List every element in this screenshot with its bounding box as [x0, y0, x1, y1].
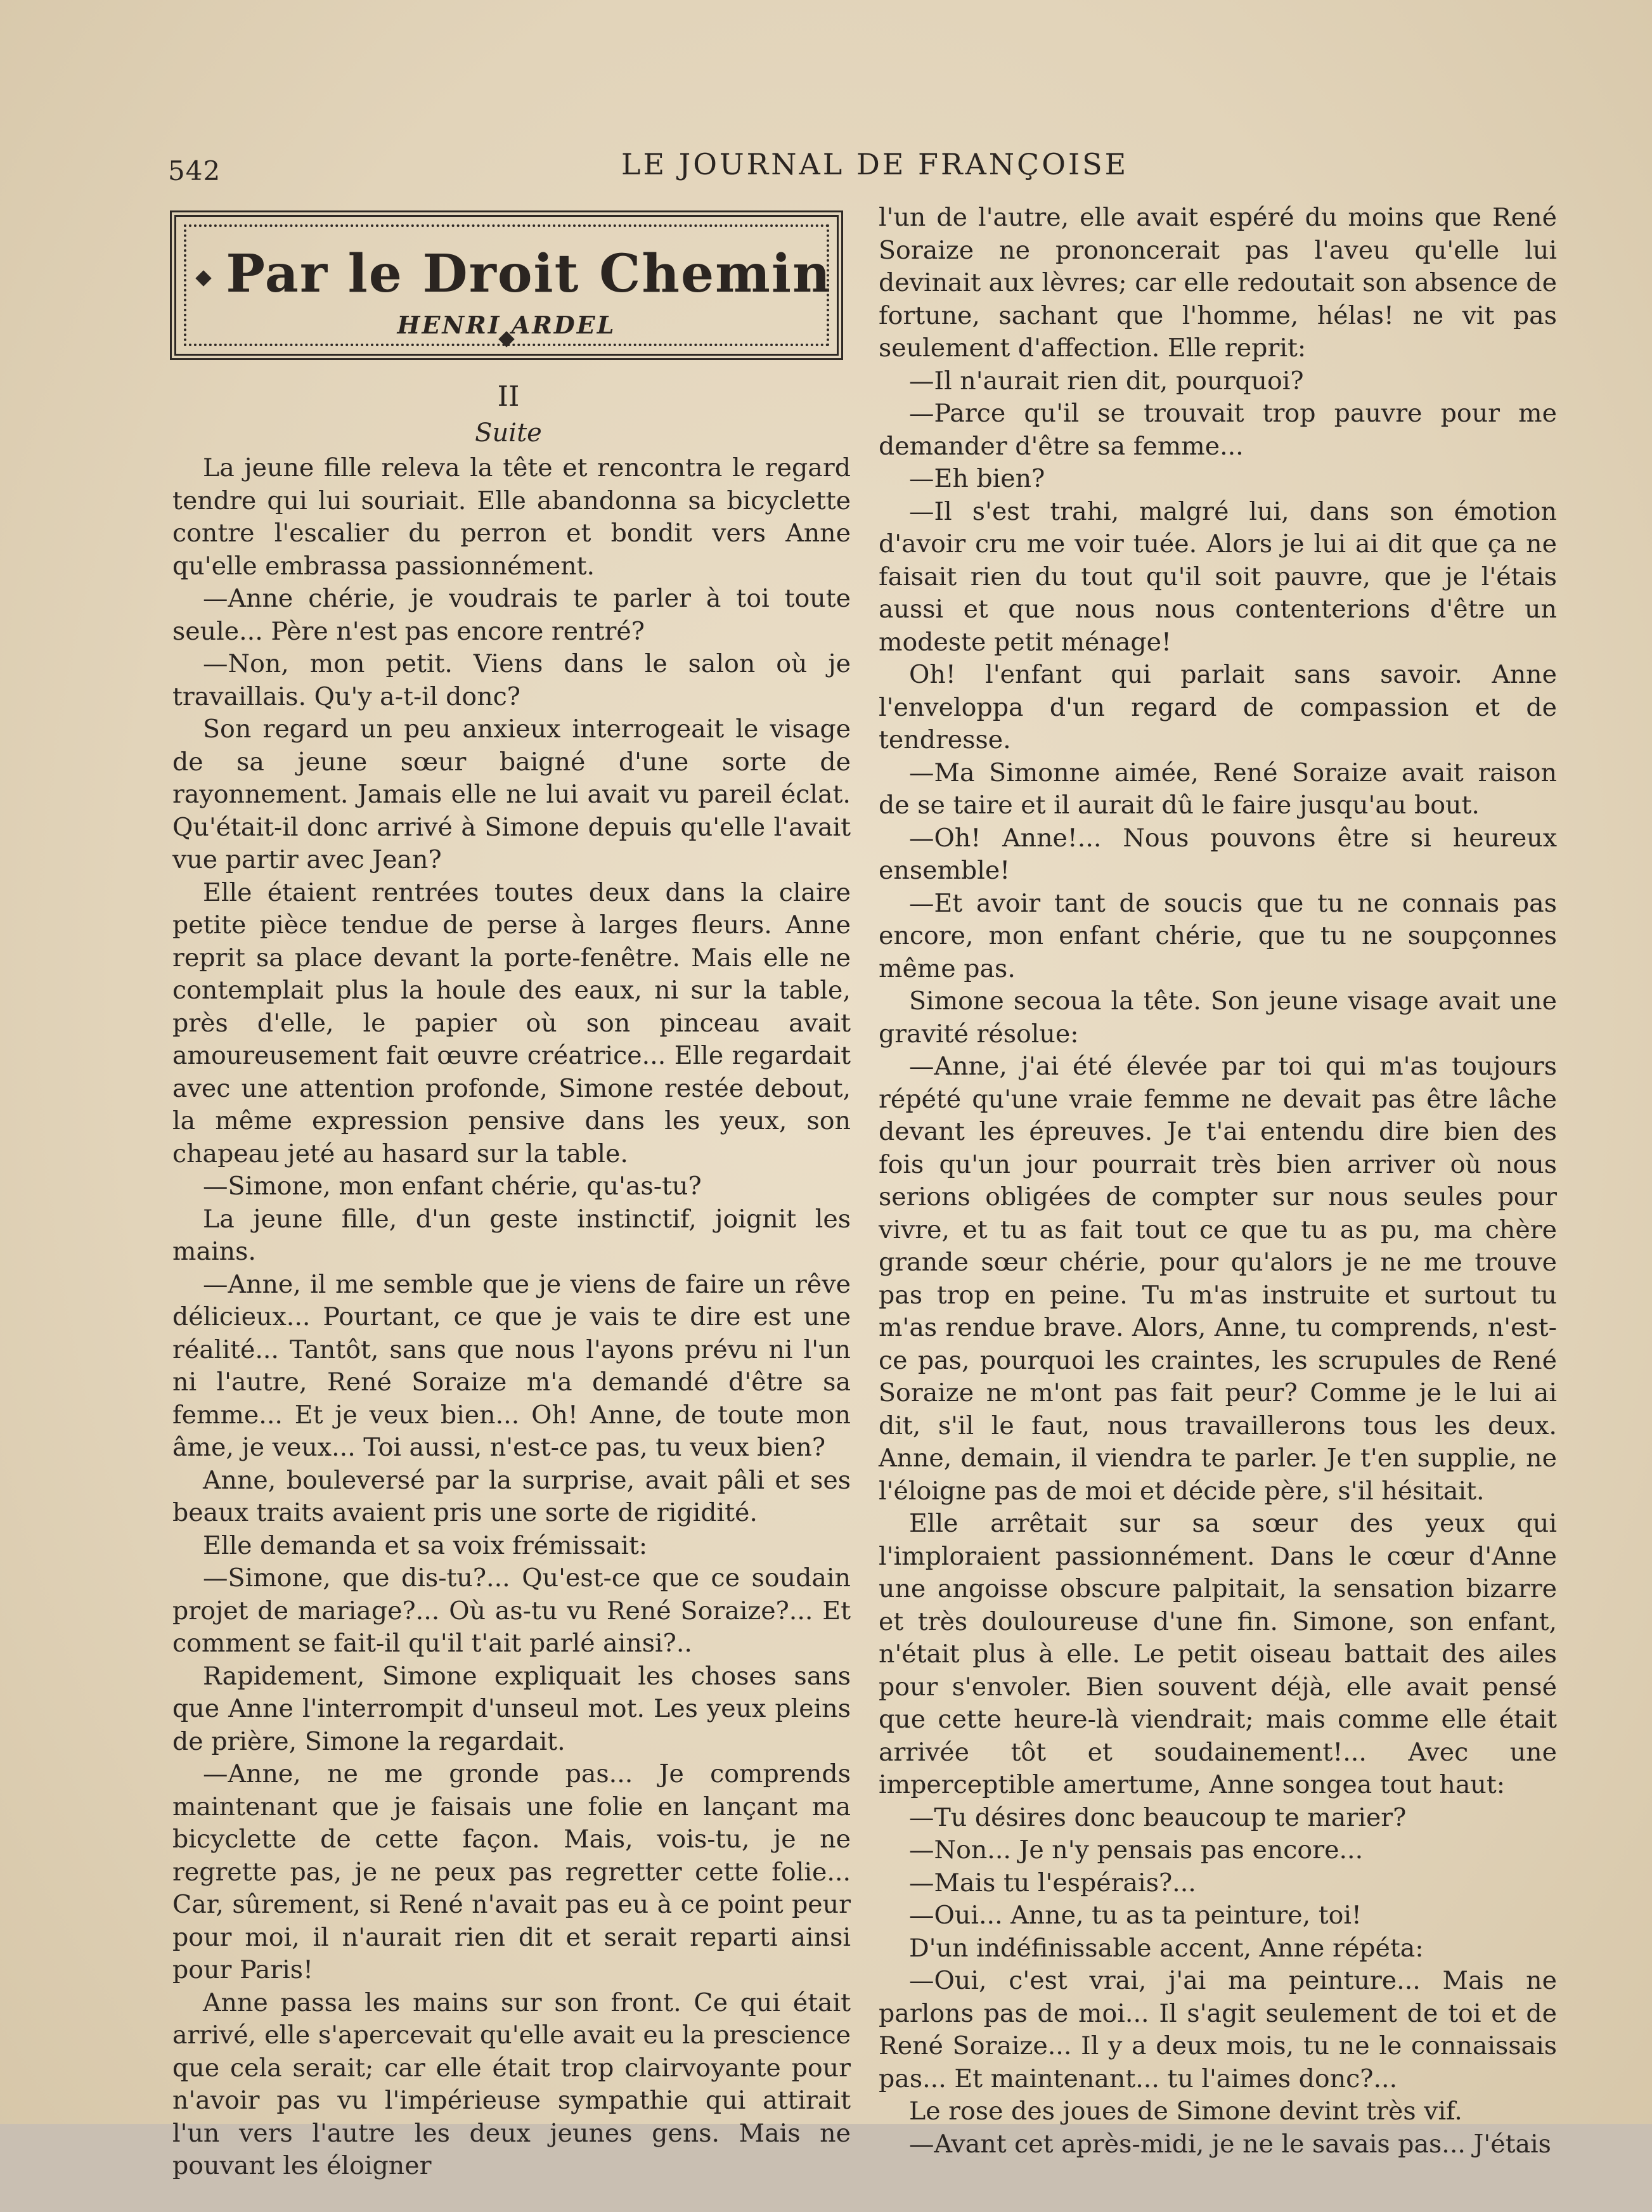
- running-title: LE JOURNAL DE FRANÇOISE: [621, 147, 1129, 181]
- chapter-number: II: [497, 380, 520, 413]
- paragraph: —Anne, ne me gronde pas... Je comprends maintenant que je faisais une folie en lançant ma bicyclette de cette façon. Mais, vois-tu, je ne regrette pas, je ne peux pas regretter cette folie... Car, sûrement, si René n'avait pas eu à ce point peur pour moi, il n'aurait rien dit et serait reparti ainsi pour Paris!: [172, 1759, 851, 1984]
- story-title-line: [176, 243, 837, 365]
- title-frame: [170, 210, 843, 360]
- paragraph: Oh! l'enfant qui parlait sans savoir. Anne l'enveloppa d'un regard de compassion et de tendresse.: [879, 660, 1557, 754]
- right-column: [879, 202, 1557, 2161]
- paragraph: —Anne, il me semble que je viens de faire un rêve délicieux... Pourtant, ce que je vais te dire est une réalité... Tantôt, sans que nous l'ayons prévu ni l'un ni l'autre, René Soraize m'a demandé d'être sa femme... Et je veux bien... Oh! Anne, de toute mon âme, je veux... Toi aussi, n'est-ce pas, tu veux bien?: [172, 1269, 851, 1462]
- paragraph: —Anne chérie, je voudrais te parler à toi toute seule... Père n'est pas encore rentré?: [172, 584, 851, 646]
- paragraph: —Il n'aurait rien dit, pourquoi?: [909, 366, 1304, 396]
- paragraph: —Et avoir tant de soucis que tu ne connais pas encore, mon enfant chérie, que tu ne soupçonnes même pas.: [879, 888, 1557, 983]
- paragraph: —Oui... Anne, tu as ta peinture, toi!: [909, 1901, 1362, 1930]
- bullet-ornament-icon: [196, 270, 212, 286]
- paragraph: Anne passa les mains sur son front. Ce qui était arrivé, elle s'apercevait qu'elle avait eu la prescience que cela serait; car elle était trop clairvoyante pour n'avoir pas vu l'impérieuse sympathie qui attirait l'un vers l'autre les deux jeunes gens. Mais ne pouvant les éloigner: [172, 1988, 851, 2180]
- paragraph: l'un de l'autre, elle avait espéré du moins que René Soraize ne prononcerait pas l'aveu qu'elle lui devinait aux lèvres; car elle redoutait son absence de fortune, sachant que l'homme, hélas! ne vit pas seulement d'affection. Elle reprit:: [879, 203, 1557, 363]
- paragraph: Rapidement, Simone expliquait les choses sans que Anne l'interrompit d'unseul mot. Les yeux pleins de prière, Simone la regardait.: [172, 1661, 851, 1756]
- paragraph: —Anne, j'ai été élevée par toi qui m'as toujours répété qu'une vraie femme ne devait pas être lâche devant les épreuves. Je t'ai entendu dire bien des fois qu'un jour pourrait très bien arriver où nous serions obligées de compter sur nous seules pour vivre, et tu as fait tout ce que tu as pu, ma chère grande sœur chérie, pour qu'alors je ne me trouve pas trop en peine. Tu m'as instruite et surtout tu m'as rendue brave. Alors, Anne, tu comprends, n'est-ce pas, pourquoi les craintes, les scrupules de René Soraize ne m'ont pas fait peur? Comme je le lui ai dit, s'il le faut, nous travaillerons tous les deux. Anne, demain, il viendra te parler. Je t'en supplie, ne l'éloigne pas de moi et décide père, s'il hésitait.: [879, 1052, 1557, 1506]
- paragraph: Elle arrêtait sur sa sœur des yeux qui l'imploraient passionnément. Dans le cœur d'Anne une angoisse obscure palpitait, la sensation bizarre et très douloureuse d'une fin. Simone, son enfant, n'était plus à elle. Le petit oiseau battait des ailes pour s'envoler. Bien souvent déjà, elle avait pensé que cette heure-là viendrait; mais comme elle était arrivée tôt et soudainement!... Avec une imperceptible amertume, Anne songea tout haut:: [879, 1509, 1557, 1799]
- paragraph: Son regard un peu anxieux interrogeait le visage de sa jeune sœur baigné d'une sorte de rayonnement. Jamais elle ne lui avait vu pareil éclat. Qu'était-il donc arrivé à Simone depuis qu'elle l'avait vue partir avec Jean?: [172, 715, 851, 874]
- paragraph: —Non, mon petit. Viens dans le salon où je travaillais. Qu'y a-t-il donc?: [172, 649, 851, 711]
- paragraph: La jeune fille, d'un geste instinctif, joignit les mains.: [172, 1204, 851, 1266]
- paragraph: —Eh bien?: [909, 464, 1045, 493]
- paragraph: La jeune fille releva la tête et rencontra le regard tendre qui lui souriait. Elle abandonna sa bicyclette contre l'escalier du perron et bondit vers Anne qu'elle embrassa passionnément.: [172, 453, 851, 581]
- story-title: Par le Droit Chemin: [226, 243, 832, 304]
- paragraph: —Non... Je n'y pensais pas encore...: [909, 1835, 1364, 1865]
- paragraph: —Mais tu l'espérais?...: [909, 1868, 1196, 1898]
- paragraph: Anne, bouleversé par la surprise, avait pâli et ses beaux traits avaient pris une sorte de rigidité.: [172, 1465, 851, 1527]
- paragraph: —Oui, c'est vrai, j'ai ma peinture... Mais ne parlons pas de moi... Il s'agit seulement de toi et de René Soraize... Il y a deux mois, tu ne le connaissais pas... Et maintenant... tu l'aimes donc?...: [879, 1966, 1557, 2093]
- paragraph: —Avant cet après-midi, je ne le savais pas... J'étais: [909, 2129, 1551, 2159]
- paragraph: Elle demanda et sa voix frémissait:: [203, 1530, 648, 1560]
- paragraph: —Ma Simonne aimée, René Soraize avait raison de se taire et il aurait dû le faire jusqu'au bout.: [879, 758, 1557, 820]
- paragraph: —Parce qu'il se trouvait trop pauvre pour me demander d'être sa femme...: [879, 399, 1557, 461]
- paragraph: Le rose des joues de Simone devint très vif.: [909, 2097, 1462, 2126]
- paragraph: —Tu désires donc beaucoup te marier?: [909, 1802, 1407, 1832]
- chapter-subtitle: Suite: [475, 418, 542, 448]
- page-number: 542: [168, 155, 221, 186]
- paragraph: Simone secoua la tête. Son jeune visage avait une gravité résolue:: [879, 986, 1557, 1049]
- paragraph: D'un indéfinissable accent, Anne répéta:: [909, 1933, 1424, 1963]
- paragraph: Elle étaient rentrées toutes deux dans la claire petite pièce tendue de perse à larges fleurs. Anne reprit sa place devant la porte-fenêtre. Mais elle ne contemplait plus la houle des eaux, ni sur la table, près d'elle, le papier où son pinceau avait amoureusement fait œuvre créatrice... Elle regardait avec une attention profonde, Simone restée debout, la même expression pensive dans les yeux, son chapeau jeté au hasard sur la table.: [172, 877, 851, 1168]
- left-column: [172, 452, 851, 2183]
- paragraph: —Simone, mon enfant chérie, qu'as-tu?: [203, 1172, 702, 1201]
- author-name: HENRI ARDEL: [397, 311, 616, 339]
- paragraph: —Il s'est trahi, malgré lui, dans son émotion d'avoir cru me voir tuée. Alors je lui ai dit que ça ne faisait rien du tout qu'il soit pauvre, que je l'étais aussi et que nous nous contenterions d'être un modeste petit ménage!: [879, 496, 1557, 657]
- paragraph: —Oh! Anne!... Nous pouvons être si heureux ensemble!: [879, 823, 1557, 885]
- paragraph: —Simone, que dis-tu?... Qu'est-ce que ce soudain projet de mariage?... Où as-tu vu René Soraize?... Et comment se fait-il qu'il t'ait parlé ainsi?..: [172, 1563, 851, 1658]
